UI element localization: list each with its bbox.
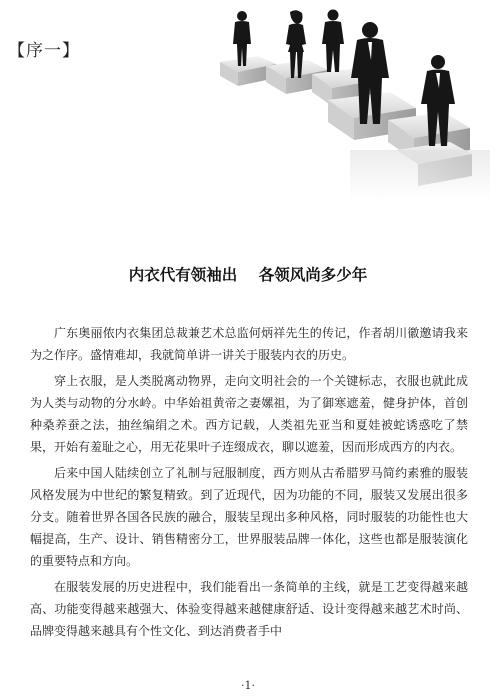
paragraph: 广东奥丽侬内衣集团总裁兼艺术总监何炳祥先生的传记，作者胡川徽邀请我来为之作序。盛情难却，我就简单讲一讲关于服装内衣的历史。 (30, 326, 468, 362)
body-text (30, 322, 468, 646)
article-headline: 内衣代有领袖出 各领风尚多少年 (128, 265, 368, 284)
paragraph: 后来中国人陆续创立了礼制与冠服制度，西方则从古希腊罗马简约素雅的服装风格发展为中世纪的繁复精致。到了近现代，因为功能的不同，服装又发展出很多分支。随着世界各国各民族的融合，服装呈现出多种风格，同时服装的功能性也大幅提高，生产、设计、销售精密分工，世界服装品牌一体化，这些也都是服装演化的重要特点和方向。 (30, 466, 468, 568)
section-tag: 【序一】 (8, 41, 80, 61)
business-people-illustration-icon (200, 0, 496, 200)
businessman-silhouette-2 (322, 10, 344, 73)
page-number: ·1· (241, 679, 255, 692)
paragraph: 在服装发展的历史进程中，我们能看出一条简单的主线，就是工艺变得越来越高、功能变得越来越强大、体验变得越来越健康舒适、设计变得越来越艺术时尚、品牌变得越来越具有个性文化、到达消费者手中 (30, 580, 468, 638)
paragraph: 穿上衣服，是人类脱离动物界，走向文明社会的一个关键标志，衣服也就此成为人类与动物的分水岭。中华始祖黄帝之妻嫘祖，为了御寒遮羞，健身护体，首创种桑养蚕之法，抽丝编绢之术。西方记载，人类祖先亚当和夏娃被蛇诱惑吃了禁果，开始有羞耻之心，用无花果叶子连缀成衣，聊以遮羞，因而形成西方的内衣。 (30, 374, 468, 454)
